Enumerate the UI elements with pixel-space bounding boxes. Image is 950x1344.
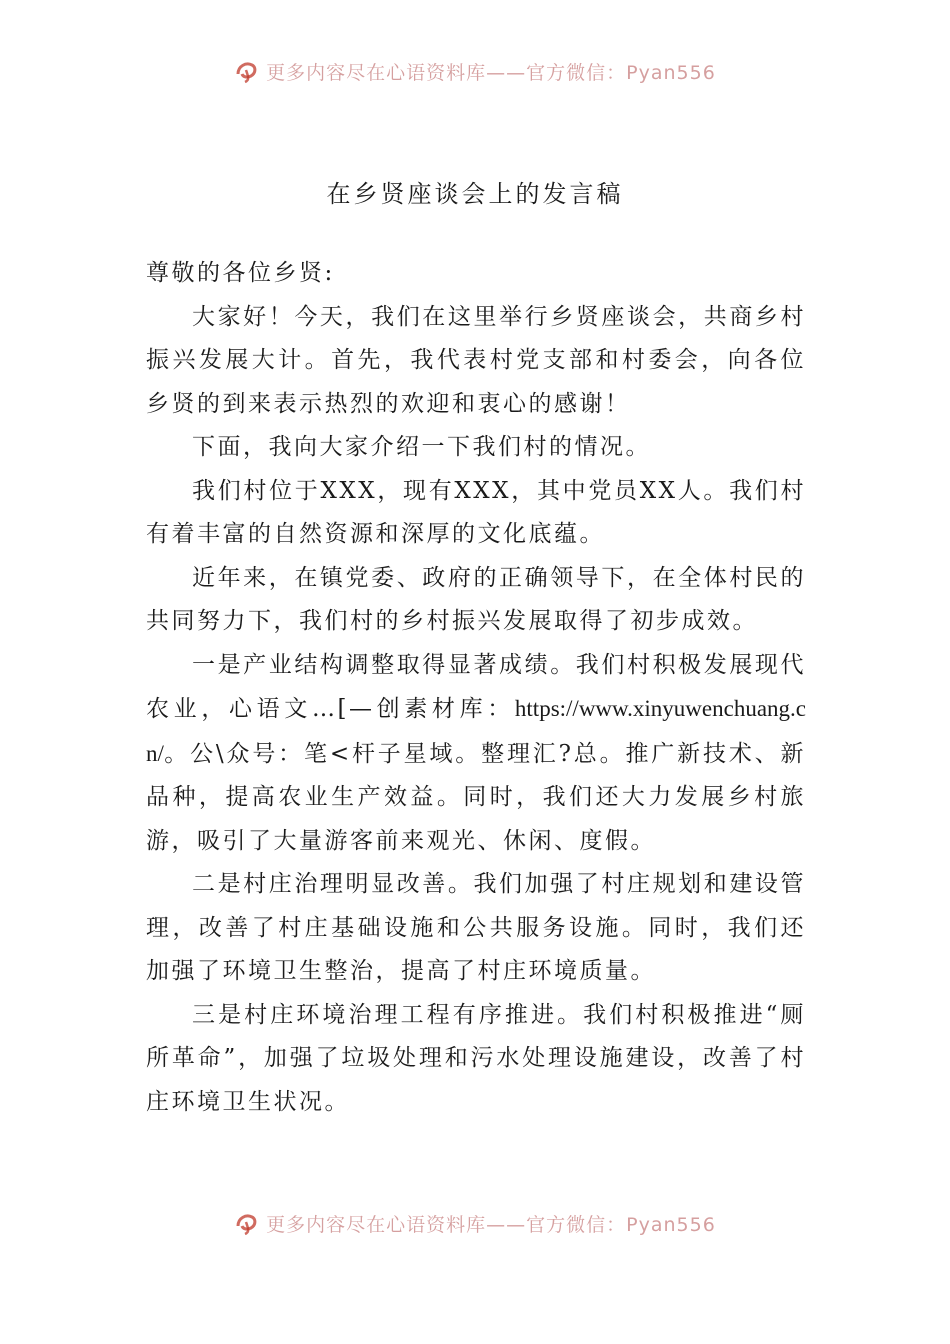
paragraph-1: 大家好！今天，我们在这里举行乡贤座谈会，共商乡村振兴发展大计。首先，我代表村党支部和村委会，向各位乡贤的到来表示热烈的欢迎和衷心的感谢！ <box>146 303 806 417</box>
footer-watermark-text: 更多内容尽在心语资料库——官方微信：Pyan556 <box>266 1213 716 1236</box>
logo-icon <box>234 1210 260 1236</box>
paragraph-7: 三是村庄环境治理工程有序推进。我们村积极推进“厕所革命”，加强了垃圾处理和污水处理设施建设，改善了村庄环境卫生状况。 <box>146 1001 806 1115</box>
paragraph-6: 二是村庄治理明显改善。我们加强了村庄规划和建设管理，改善了村庄基础设施和公共服务设施。同时，我们还加强了环境卫生整治，提高了村庄环境质量。 <box>146 871 806 984</box>
document-body <box>146 252 806 1124</box>
salutation: 尊敬的各位乡贤: <box>146 260 335 286</box>
logo-icon <box>234 58 260 84</box>
paragraph-3: 我们村位于XXX，现有XXX，其中党员XX人。我们村有着丰富的自然资源和深厚的文化底蕴。 <box>146 477 806 547</box>
paragraph-5-part-2: 。公\众号：笔<杆子星域。整理汇?总。推广新技术、新品种，提高农业生产效益。同时，我们还大力发展乡村旅游，吸引了大量游客前来观光、休闲、度假。 <box>146 740 806 854</box>
paragraph-2: 下面，我向大家介绍一下我们村的情况。 <box>192 434 651 460</box>
paragraph-5-part-1: 一是产业结构调整取得显著成绩。我们村积极发展现代农业，心语文…[—创素材库： <box>146 651 806 722</box>
footer-watermark-banner <box>0 1208 950 1238</box>
header-watermark-banner <box>0 56 950 86</box>
paragraph-4: 近年来，在镇党委、政府的正确领导下，在全体村民的共同努力下，我们村的乡村振兴发展取得了初步成效。 <box>146 564 806 634</box>
document-title: 在乡贤座谈会上的发言稿 <box>326 180 624 208</box>
header-watermark-text: 更多内容尽在心语资料库——官方微信：Pyan556 <box>266 61 716 84</box>
resource-link[interactable]: https://www.xinyuwenchuang.cn/ <box>146 696 806 766</box>
paragraph-5 <box>146 644 806 864</box>
